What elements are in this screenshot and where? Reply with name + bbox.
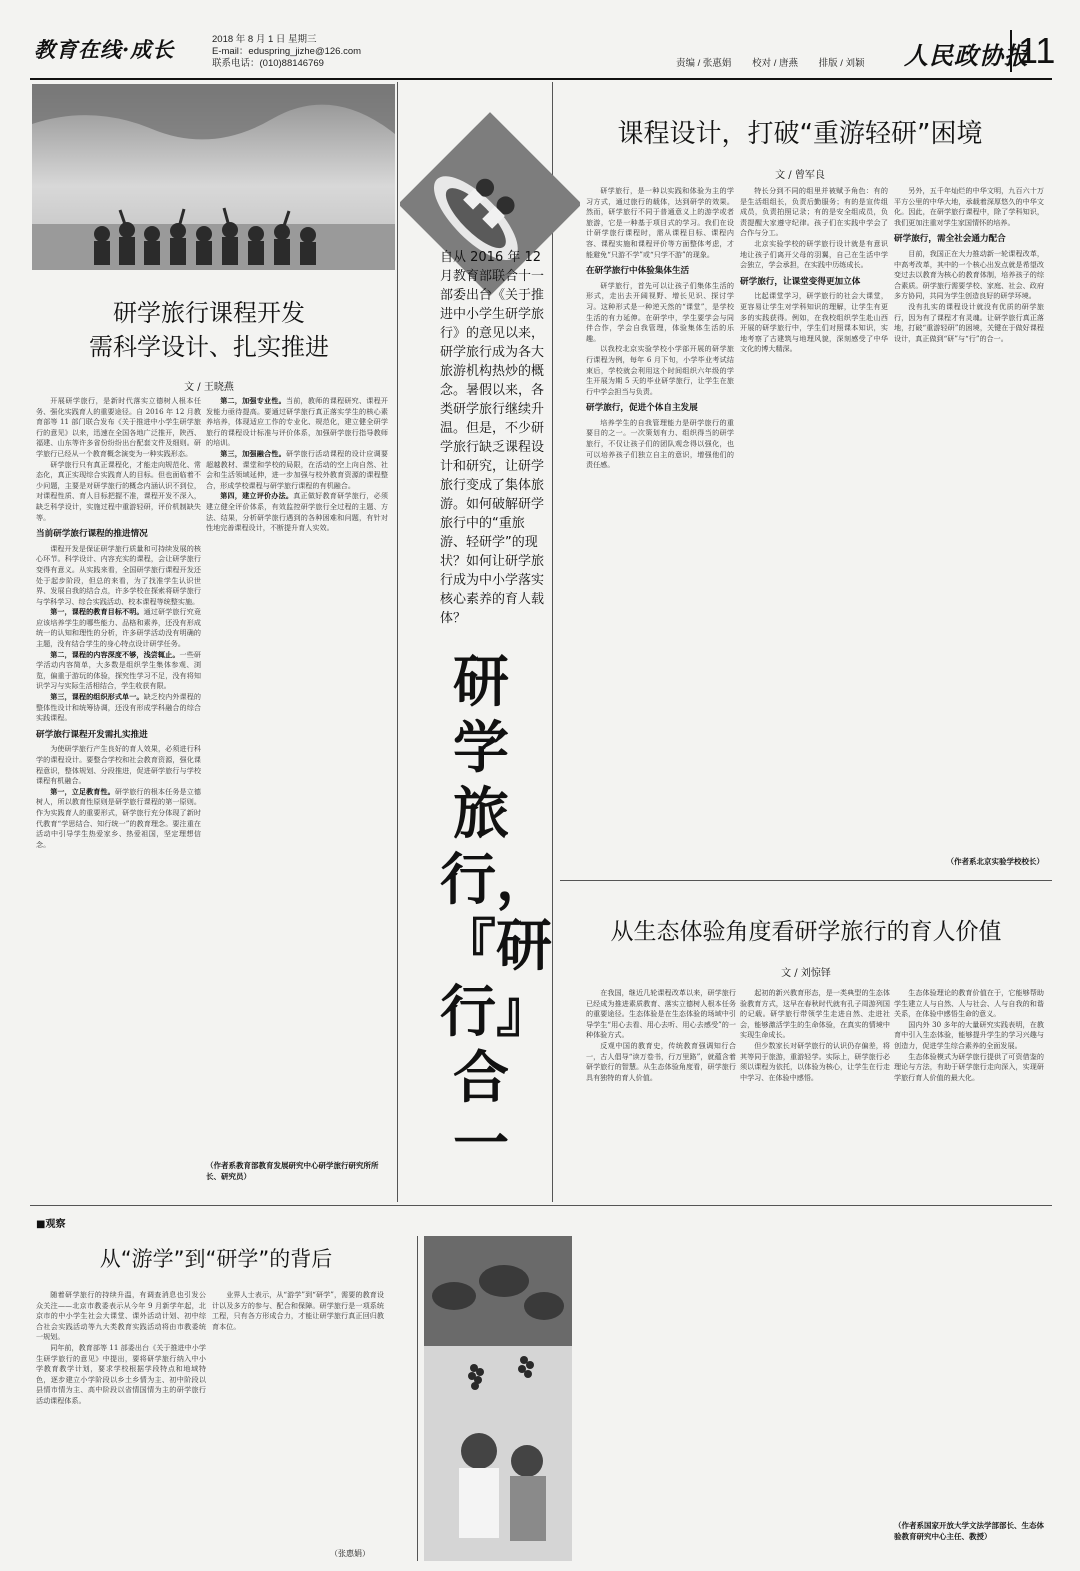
article1-step1-label: 第一，立足教育性。: [50, 786, 115, 796]
article1-column-right: [206, 396, 388, 1126]
article4-paragraph: 同年前，教育部等 11 部委出台《关于推进中小学生研学旅行的意见》中提出，要将研学旅行纳入中小学教育教学计划，要求学校根据学段特点和地域特色，逐步建立小学阶段以乡土乡情为主、初中阶段以县情市情为主、高中阶段以省情国情为主的研学旅行活动课程体系。: [36, 1342, 206, 1405]
article2-paragraph: 没有扎实的课程设计就没有优质的研学旅行，因为有了课程才有灵魂。让研学旅行真正落地，打破“重游轻研”的困境，关键在于做好课程设计，真正做到“研”与“行”的合一。: [894, 301, 1044, 343]
masthead-info: [212, 34, 361, 70]
contact-phone: 联系电话：(010)88146769: [212, 58, 324, 69]
paper-name: 人民政协报: [904, 41, 1029, 70]
article4-paragraph: 业界人士表示，从“游学”到“研学”，需要的教育设计以及多方的参与、配合和保障。研学旅行是一项系统工程，只有各方形成合力，才能让研学旅行真正回归教育本位。: [212, 1290, 384, 1331]
article1-paragraph: 课程开发是保证研学旅行质量和可持续发展的核心环节。科学设计、内容充实的课程，会让研学旅行变得有意义。从实践来看，全国研学旅行课程开发还处于起步阶段，但总的来看，为了找准学生认识世界、发展自我的结合点，许多学校在探索将研学旅行与学科学习、综合实践活动、校本课程等统整实施。: [36, 543, 201, 606]
article4-column-2: [212, 1290, 384, 1540]
article4-paragraph: 随着研学旅行的持续升温，有调查消息也引发公众关注——北京市教委表示从今年 9 月新学年起，北京市的中小学生社会大课堂、课外活动计划、初中综合社会实践活动等九大类教育实践活动将由市教委统一规划。: [36, 1290, 206, 1342]
article3-paragraph: 起初的新兴教育形态，是一类典型的生态体验教育方式，这早在春秋时代就有孔子周游列国的记载。研学旅行带领学生走进自然、走进社会，能够激活学生的生命体验，在真实的情境中实现生命成长。: [740, 988, 890, 1040]
article1-step1-text: 研学旅行的根本任务是立德树人，所以教育性原则是研学旅行课程的第一原则。作为实践育人的重要形式，研学旅行充分体现了新时代教育“学思结合、知行统一”的教育理念。要注重在活动中引导学生热爱家乡、热爱祖国，坚定理想信念。: [36, 786, 201, 849]
article1-paragraph: 研学旅行只有真正课程化，才能走向规范化、常态化，真正实现综合实践育人的目标。但也面临着不少问题，主要是对研学旅行的概念内涵认识不到位，对课程性质、育人目标把握不准，课程开发不深入，缺乏科学设计，实施过程中重游轻研，评价机制缺失等。: [36, 459, 201, 522]
column-divider: [417, 1236, 418, 1561]
article2-paragraph: 以我校北京实验学校小学部开展的研学旅行课程为例，每年 6 月下旬，小学毕业考试结束后，学校就会利用这个时间组织六年级的学生开展为期 5 天的毕业研学旅行，让学生在旅行中学会担当与负责。: [586, 344, 734, 396]
article2-paragraph: 比起课堂学习，研学旅行的社会大课堂，更容易让学生对学科知识的理解，让学生有更多的实践获得。例如，在我校组织学生赴山西开展的研学旅行中，学生们对照课本知识，实地考察了古建筑与地理风貌，深刻感受了中华文化的博大精深。: [740, 291, 888, 354]
article2-paragraph: 北京实验学校的研学旅行设计就是有意识地让孩子们离开父母的羽翼，自己在生活中学会独立，学会承担，在实践中历练成长。: [740, 238, 888, 270]
credits: [676, 55, 883, 69]
article2-subhead3: 研学旅行，让课堂变得更加立体: [740, 276, 861, 287]
article2-column-1: [586, 186, 734, 862]
article2-subhead4: 研学旅行，需全社会通力配合: [894, 234, 1006, 245]
photo-students-lakeside-image: [32, 84, 395, 270]
photo-children-grapes: [424, 1236, 572, 1561]
article1-step4-label: 第四，建立评价办法。: [220, 491, 294, 501]
article1-step2-text: 当前，教师的课程研究、课程开发能力亟待提高。要通过研学旅行真正落实学生的核心素养培养，体现适应工作的专业化、规范化，建立健全研学旅行的课程设计标准与评价体系，加强研学旅行指导教师的培训。: [206, 396, 388, 448]
masthead-rule: [30, 78, 1052, 80]
article1-step3-text: 研学旅行活动课程的设计应调要超越教材、课堂和学校的局限，在活动的空上向自然、社会和生活领域延伸，进一步加强与校外教育资源的课程整合，形成学校课程与研学旅行课程的有机融合。: [206, 448, 388, 490]
article2-paragraph: 特长分到不同的组里并被赋予角色：有的是生活组组长，负责后勤服务；有的是宣传组成员，负责拍照记录；有的是安全组成员，负责提醒大家遵守纪律。孩子们在实践中学会了合作与分工。: [740, 186, 888, 238]
article3-paragraph: 生态体验模式为研学旅行提供了可资借鉴的理论与方法，有助于研学旅行走向深入，实现研学旅行育人价值的最大化。: [894, 1051, 1044, 1082]
article4-signature: （张惠娟）: [330, 1549, 370, 1558]
article1-column-left: [36, 396, 201, 1188]
photo-children-grapes-image: [424, 1236, 572, 1561]
article2-paragraph: 目前，我国正在大力推动新一轮课程改革，中高考改革，其中的一个核心出发点就是希望改变过去以教育为核心的教育体制，培养孩子的综合素质。研学旅行需要学校、家庭、社会、政府多方协同，共同为学生创造良好的研学环境。: [894, 248, 1044, 301]
article3-column-3: [894, 988, 1044, 1508]
article3-paragraph: 国内外 30 多年的大量研究实践表明，在教育中引入生态体验，能够提升学生的学习兴趣与创造力，促进学生综合素养的全面发展。: [894, 1019, 1044, 1050]
photo-students-lakeside: [32, 84, 395, 270]
issue-date: 2018 年 8 月 1 日 星期三: [212, 34, 317, 45]
article3-column-1: [586, 988, 736, 1558]
section-divider: [560, 880, 1052, 881]
article4-column-1: [36, 1290, 206, 1560]
contact-email: E-mail：eduspring_jizhe@126.com: [212, 46, 362, 57]
article2-column-3: [894, 186, 1044, 836]
article3-column-2: [740, 988, 890, 1558]
article1-point2-label: 第二，课程的内容深度不够，浅尝辄止。: [50, 649, 180, 659]
article1-subhead2: 研学旅行课程开发需扎实推进: [36, 729, 148, 740]
article2-column-2: [740, 186, 888, 862]
article1-step3-label: 第三，加强融合性。: [220, 448, 286, 458]
credit-editor: 责编 / 张惠娟: [676, 58, 732, 69]
article1-point2-text: 一些研学活动内容简单，大多数是组织学生集体参观、浏览，偏重于游玩的体验，探究性学习不足，没有将知识学习与实际生活相结合，学生收获有限。: [36, 649, 201, 691]
article3-byline: 文 / 刘惊铎: [781, 968, 831, 979]
article1-step4-text: 真正做好教育研学旅行，必须建立健全评价体系，有效监控研学旅行全过程的主题、方法、结果，分析研学旅行遇到的各种困难和问题，有针对性地完善课程设计，不断提升育人实效。: [206, 491, 388, 533]
article1-headline: [34, 296, 384, 364]
article3-paragraph: 生态体验理论的教育价值在于，它能够帮助学生建立人与自然、人与社会、人与自我的和谐关系，在体验中感悟生命的意义。: [894, 988, 1044, 1019]
page-number: 11: [1010, 30, 1055, 72]
article2-paragraph: 研学旅行，首先可以让孩子们集体生活的形式，走出去开阔视野、增长见识、探讨学习。这种形式是一种逆天然的“课堂”，是学校生活的有力延伸。在研学中，学生要学会与同伴合作，学会自我管理，体验集体生活的乐趣。: [586, 280, 734, 343]
article2-paragraph: 培养学生的自我管理能力是研学旅行的重要目的之一。一次策划有力、组织得当的研学旅行，不仅让孩子们的团队观念得以强化，也可以培养孩子们独立自主的意识，增强他们的责任感。: [586, 417, 734, 470]
article3-author: （作者系国家开放大学文法学部部长、生态体验教育研究中心主任、教授）: [894, 1521, 1044, 1541]
article1-subhead1: 当前研学旅行课程的推进情况: [36, 529, 148, 540]
article1-paragraph: 开展研学旅行，是新时代落实立德树人根本任务、强化实践育人的重要途径。自 2016 年 12 月教育部等 11 部门联合发布《关于推进中小学生研学旅行的意见》以来，迅速在全国各地广泛推开，陕西、福建、山东等许多省份纷纷出台配套文件及细则。研学旅行已经从一个教育概念演变为一种实践形态。: [36, 396, 201, 458]
feature-deck: 自从 2016 年 12 月教育部联合十一部委出台《关于推进中小学生研学旅行》的意见以来，研学旅行成为各大旅游机构热炒的概念。暑假以来，各类研学旅行继续升温。但是，不少研学旅行缺乏课程设计和研究，让研学旅行变成了集体旅游。如何破解研学旅行中的“重旅游、轻研学”的现状？如何让研学旅行成为中小学落实核心素养的育人载体？: [440, 250, 545, 626]
article3-paragraph: 反观中国的教育史，传统教育强调知行合一，古人倡导“读万卷书，行万里路”，就蕴含着研学旅行的智慧。从生态体验角度看，研学旅行具有独特的育人价值。: [586, 1040, 736, 1082]
article1-byline: 文 / 王晓燕: [184, 382, 234, 393]
article3-paragraph: 但少数家长对研学旅行的认识仍存偏差，将其等同于旅游，重游轻学。实际上，研学旅行必须以课程为依托，以体验为核心，让学生在行走中学习、在体验中感悟。: [740, 1040, 890, 1082]
article1-point1-text: 通过研学旅行究竟应该培养学生的哪些能力、品格和素养，还没有形成统一的认知和理性的分析，许多研学活动没有明确的主题，没有结合学生的身心特点设计研学任务。: [36, 607, 201, 649]
article2-author: （作者系北京实验学校校长）: [946, 857, 1044, 866]
credit-layout: 排版 / 刘颖: [818, 58, 865, 69]
article1-author: （作者系教育部教育发展研究中心研学旅行研究所所长、研究员）: [206, 1161, 379, 1181]
article1-point3-text: 缺乏校内外课程的整体性设计和统筹协调，还没有形成学科融合的综合实践课程。: [36, 692, 201, 723]
article3-title: 从生态体验角度看研学旅行的育人价值: [610, 919, 1002, 945]
article2-byline: 文 / 曾军良: [775, 170, 825, 181]
article2-subhead1: 在研学旅行中体验集体生活: [586, 266, 690, 277]
section-title: 教育在线·成长: [34, 37, 175, 62]
article1-step2-label: 第二，加强专业性。: [220, 396, 286, 405]
article1-title-line2: 需科学设计、扎实推进: [89, 333, 329, 361]
article2-paragraph: 研学旅行，是一种以实践和体验为主的学习方式，通过旅行的载体，达到研学的效果。然而，研学旅行不同于普通意义上的游学或者旅游，它是一种基于项目式的学习。我们在设计研学旅行课程时，需从课程目标、课程内容、课程实施和课程评价等方面整体考虑，才能避免“只游不学”或“只学不游”的现象。: [586, 186, 734, 259]
article3-paragraph: 在我国，继近几轮课程改革以来，研学旅行已经成为推进素质教育、落实立德树人根本任务的重要途径。生态体验是在生态体验的场域中引导学生“用心去看、用心去听、用心去感受”的一种体验方式。: [586, 988, 736, 1040]
article1-title-line1: 研学旅行课程开发: [113, 299, 305, 327]
section-tag-observe: ■观察: [36, 1219, 66, 1230]
article4-title: 从“游学”到“研学”的背后: [99, 1247, 333, 1271]
article2-paragraph: 另外，五千年灿烂的中华文明，九百六十万平方公里的中华大地，承载着深厚悠久的中华文化。因此，在研学旅行课程中，除了学科知识，我们更加注重对学生家国情怀的培养。: [894, 186, 1044, 227]
article1-point1-label: 第一，课程的教育目标不明。: [50, 607, 144, 617]
feature-banner: 研学旅行，『研行』合一: [440, 650, 552, 1177]
masthead: [0, 0, 1080, 84]
article2-subhead2: 研学旅行，促进个体自主发展: [586, 403, 698, 414]
article1-paragraph: 为使研学旅行产生良好的育人效果，必须进行科学的课程设计。要整合学校和社会教育资源，强化课程意识，整体规划、分段推进，促进研学旅行与学校课程有机融合。: [36, 744, 201, 786]
article1-point3-label: 第三，课程的组织形式单一。: [50, 692, 144, 702]
credit-proof: 校对 / 唐燕: [752, 58, 798, 69]
article2-title: 课程设计，打破“重游轻研”困境: [617, 119, 983, 149]
column-divider: [397, 82, 398, 1202]
